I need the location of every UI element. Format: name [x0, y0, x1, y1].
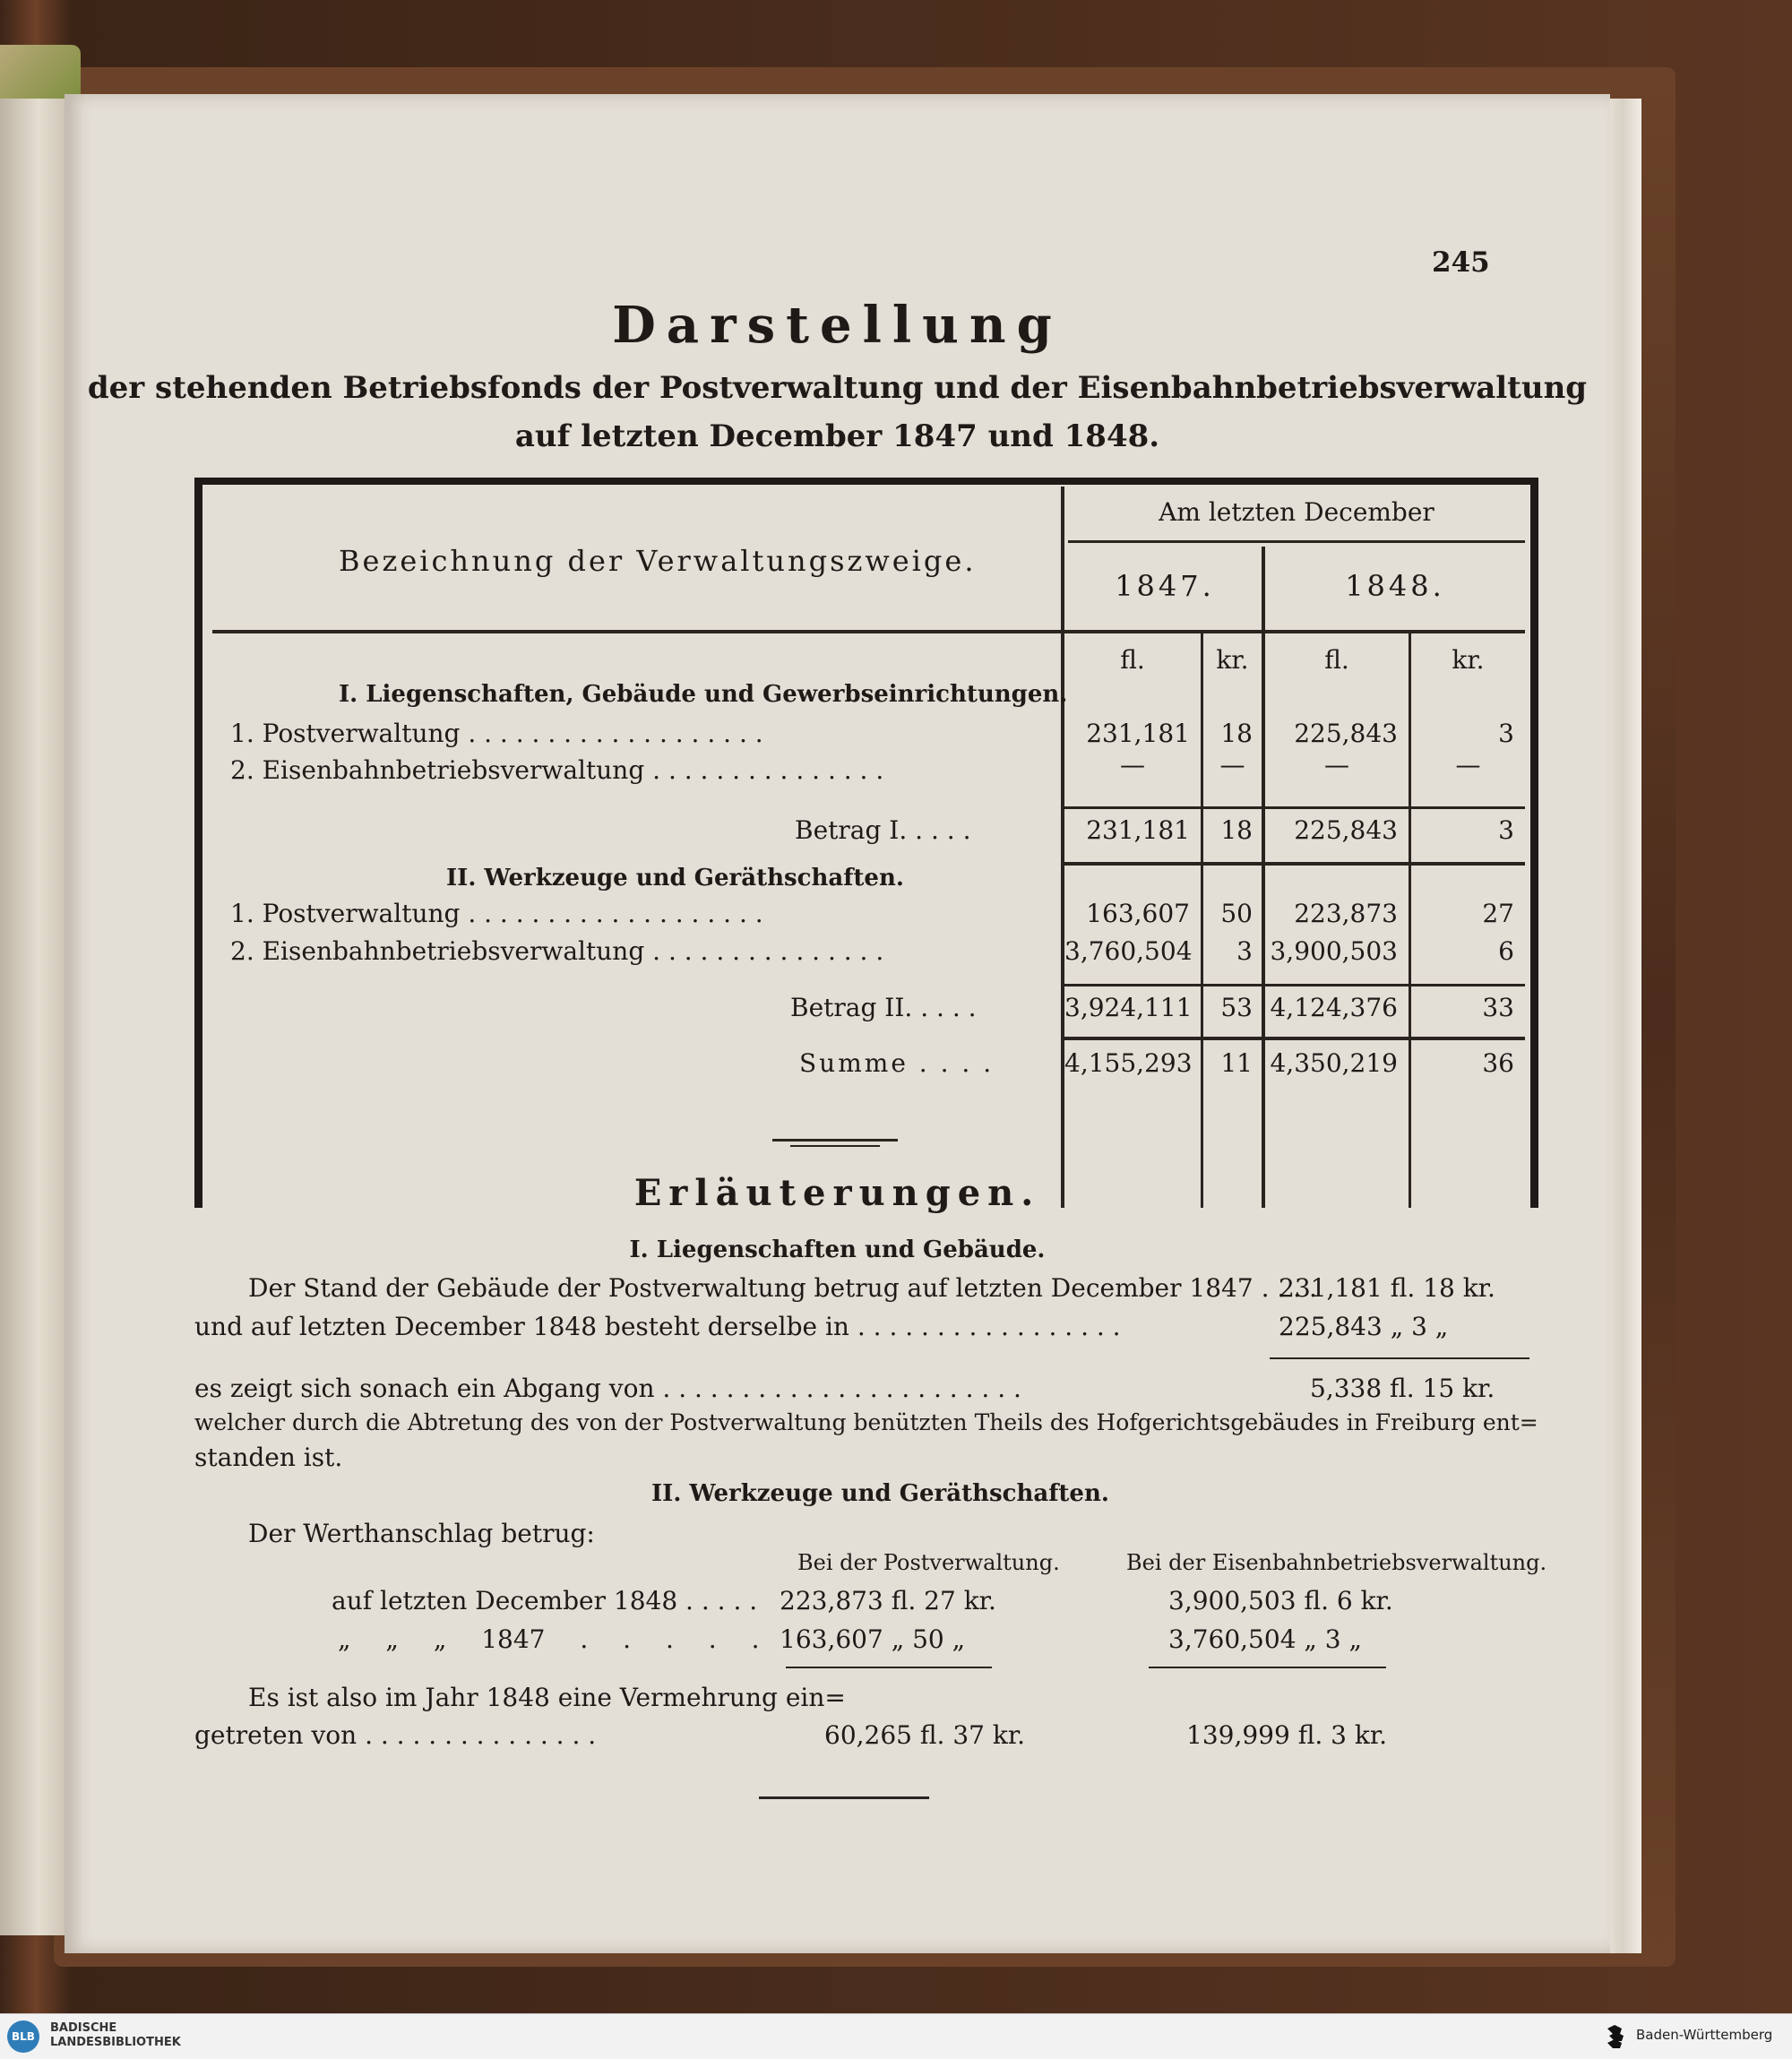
cell-kr-1848: 3: [1498, 719, 1514, 748]
note-line-3-value: 5,338 fl. 15 kr.: [1310, 1374, 1495, 1403]
blb-name-line-2: LANDESBIBLIOTHEK: [50, 2036, 181, 2049]
notes-title: Erläuterungen.: [633, 1172, 1041, 1214]
cell-kr-1848: 3: [1498, 815, 1514, 845]
sum-rule: [1270, 1357, 1529, 1359]
cell-kr-1847: 18: [1220, 815, 1253, 845]
note-row-2-eisen: 3,760,504 „ 3 „: [1168, 1624, 1363, 1654]
unit-kr-1848: kr.: [1452, 645, 1485, 675]
sum-rule-eisen: [1149, 1667, 1386, 1668]
cell-fl-1848: —: [1324, 750, 1349, 780]
document-page: [65, 94, 1610, 1953]
column-header: Bezeichnung der Verwaltungszweige.: [339, 544, 977, 578]
page-number: 245: [1432, 246, 1490, 279]
bw-name[interactable]: Baden-Württemberg: [1636, 2027, 1773, 2043]
sum-rule-post: [786, 1667, 992, 1668]
notes-section-1-title: I. Liegenschaften und Gebäude.: [629, 1236, 1046, 1263]
end-ornament-rule: [759, 1796, 929, 1799]
note-row-2-post: 163,607 „ 50 „: [780, 1624, 966, 1654]
cell-fl-1847: 3,924,111: [1064, 993, 1193, 1022]
col-eisen-header: Bei der Eisenbahnbetriebsverwaltung.: [1126, 1550, 1547, 1575]
note-row-4: getreten von . . . . . . . . . . . . . . .: [194, 1720, 597, 1750]
note-row-1-label: auf letzten December 1848 . . . . .: [332, 1586, 758, 1615]
cell-fl-1847: 4,155,293: [1064, 1048, 1193, 1078]
subtotal-rule: [1064, 806, 1525, 809]
subtitle-line-1: der stehenden Betriebsfonds der Postverwaltung und der Eisenbahnbetriebsverwaltung: [87, 370, 1588, 406]
section-2-title: II. Werkzeuge und Geräthschaften.: [446, 865, 904, 892]
note-row-3: Es ist also im Jahr 1848 eine Vermehrung ein=: [248, 1683, 846, 1712]
notes-section-2-title: II. Werkzeuge und Geräthschaften.: [651, 1480, 1109, 1507]
year-1847: 1847.: [1115, 569, 1215, 603]
table-top-rule: [194, 478, 1538, 485]
subtotal-rule: [1064, 984, 1525, 986]
subtotal-rule: [1064, 1037, 1525, 1040]
ornament-rule: [790, 1145, 880, 1147]
note-row-2-label: „ „ „ 1847 . . . . .: [338, 1624, 760, 1654]
note-line-1-value: 231,181 fl. 18 kr.: [1279, 1273, 1495, 1303]
blb-logo[interactable]: BLB: [7, 2020, 39, 2053]
note-row-1-eisen: 3,900,503 fl. 6 kr.: [1168, 1586, 1393, 1615]
note-line-1: Der Stand der Gebäude der Postverwaltung betrug auf letzten December 1847 . . . .: [248, 1273, 1317, 1303]
section-1-title: I. Liegenschaften, Gebäude und Gewerbseinrichtungen.: [339, 681, 1068, 708]
baden-wuerttemberg-lions-icon: [1604, 2023, 1629, 2050]
subtotal-rule: [1064, 862, 1525, 866]
row-label: 2. Eisenbahnbetriebsverwaltung . . . . . . . . . . . . . . .: [230, 755, 884, 785]
row-label: 2. Eisenbahnbetriebsverwaltung . . . . . . . . . . . . . . .: [230, 936, 884, 966]
notes-intro: Der Werthanschlag betrug:: [248, 1519, 595, 1548]
note-line-2: und auf letzten December 1848 besteht derselbe in . . . . . . . . . . . . . . . . .: [194, 1312, 1121, 1341]
col-line-1: [1061, 487, 1064, 1208]
unit-fl-1847: fl.: [1120, 645, 1145, 675]
subtitle-line-2: auf letzten December 1847 und 1848.: [514, 418, 1160, 454]
cell-fl-1848: 3,900,503: [1270, 936, 1398, 966]
table-right-rule: [1530, 478, 1538, 1208]
cell-fl-1847: —: [1120, 750, 1145, 780]
row-label: Betrag II. . . . .: [790, 993, 977, 1022]
cell-fl-1847: 231,181: [1086, 815, 1190, 845]
cell-kr-1847: 53: [1220, 993, 1253, 1022]
cell-kr-1847: 11: [1220, 1048, 1253, 1078]
cell-fl-1848: 225,843: [1294, 815, 1398, 845]
cell-fl-1848: 4,350,219: [1270, 1048, 1398, 1078]
cell-kr-1848: 6: [1498, 936, 1514, 966]
cell-kr-1847: 3: [1236, 936, 1253, 966]
cell-kr-1847: 18: [1220, 719, 1253, 748]
cell-kr-1848: 27: [1482, 899, 1514, 928]
left-page-edge: [0, 99, 66, 1935]
cell-fl-1848: 225,843: [1294, 719, 1398, 748]
row-label-summe: Summe . . . .: [799, 1048, 995, 1078]
note-line-5: standen ist.: [194, 1443, 343, 1472]
year-1848: 1848.: [1345, 569, 1445, 603]
cell-kr-1848: —: [1455, 750, 1481, 780]
viewer-footer: [0, 2013, 1792, 2059]
cell-fl-1847: 163,607: [1086, 899, 1190, 928]
blb-name-line-1: BADISCHE: [50, 2021, 117, 2035]
cell-fl-1847: 3,760,504: [1064, 936, 1193, 966]
note-line-4: welcher durch die Abtretung des von der Postverwaltung benützten Theils des Hofgerichtsgebäudes in Freiburg ent=: [194, 1409, 1538, 1435]
cell-kr-1847: —: [1219, 750, 1245, 780]
ornament-rule: [772, 1139, 898, 1141]
row-label: 1. Postverwaltung . . . . . . . . . . . . . . . . . . .: [230, 719, 763, 748]
cell-fl-1848: 4,124,376: [1270, 993, 1398, 1022]
note-row-4-eisen: 139,999 fl. 3 kr.: [1186, 1720, 1388, 1750]
note-row-1-post: 223,873 fl. 27 kr.: [780, 1586, 996, 1615]
note-line-3: es zeigt sich sonach ein Abgang von . . . . . . . . . . . . . . . . . . . . . . .: [194, 1374, 1021, 1403]
cell-kr-1848: 36: [1482, 1048, 1514, 1078]
group-header: Am letzten December: [1159, 497, 1434, 527]
group-header-rule: [1068, 540, 1525, 543]
unit-kr-1847: kr.: [1216, 645, 1249, 675]
page-title: Darstellung: [612, 296, 1063, 355]
header-bottom-rule: [212, 630, 1525, 633]
note-line-2-value: 225,843 „ 3 „: [1279, 1312, 1449, 1341]
cell-kr-1848: 33: [1482, 993, 1514, 1022]
unit-fl-1848: fl.: [1324, 645, 1349, 675]
table-left-rule: [194, 478, 202, 1208]
col-post-header: Bei der Postverwaltung.: [797, 1550, 1060, 1575]
note-row-4-post: 60,265 fl. 37 kr.: [824, 1720, 1026, 1750]
blb-name[interactable]: [50, 2021, 181, 2050]
cell-fl-1847: 231,181: [1086, 719, 1190, 748]
cell-fl-1848: 223,873: [1294, 899, 1398, 928]
row-label: Betrag I. . . . .: [795, 815, 971, 845]
row-label: 1. Postverwaltung . . . . . . . . . . . . . . . . . . .: [230, 899, 763, 928]
cell-kr-1847: 50: [1220, 899, 1253, 928]
